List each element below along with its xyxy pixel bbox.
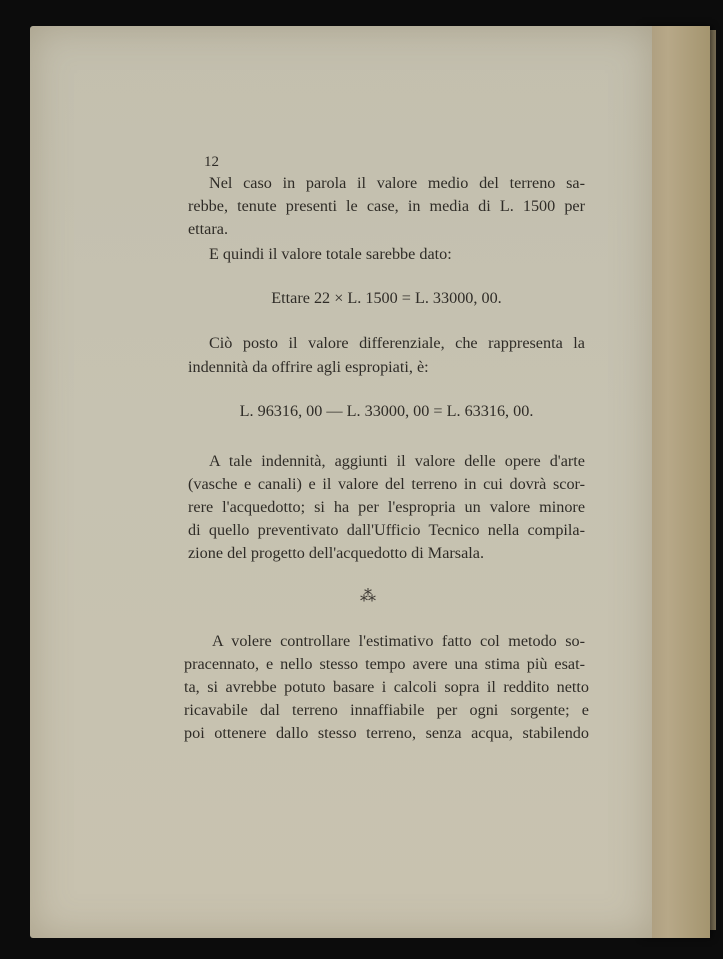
paragraph-5-line-2 <box>184 653 585 676</box>
text-line: Nel caso in parola il valore medio del terreno sa- <box>209 174 585 192</box>
text-line: poi ottenere dallo stesso terreno, senza acqua, stabilendo <box>184 724 589 742</box>
paragraph-2: E quindi il valore totale sarebbe dato: <box>209 245 452 263</box>
text-line: rere l'acquedotto; si ha per l'espropria un valore minore <box>188 498 585 516</box>
paragraph-5 <box>212 630 585 653</box>
text-line: Ciò posto il valore differenziale, che rappresenta la <box>209 334 585 352</box>
text-line: (vasche e canali) e il valore del terreno in cui dovrà scor- <box>188 475 585 493</box>
paragraph-4-line-4 <box>188 519 585 542</box>
paragraph-3 <box>209 332 585 355</box>
paragraph-5-line-3 <box>184 676 589 699</box>
paragraph-5-line-5 <box>184 722 589 745</box>
text-line: pracennato, e nello stesso tempo avere una stima più esat- <box>184 655 585 673</box>
paragraph-4 <box>209 450 585 473</box>
asterism-ornament: ⁂ <box>360 588 377 605</box>
text-line: zione del progetto dell'acquedotto di Marsala. <box>188 544 484 562</box>
text-line: ricavabile dal terreno innaffiabile per ogni sorgente; e <box>184 701 589 719</box>
text-line: ettara. <box>188 220 228 238</box>
paragraph-4-line-3 <box>188 496 585 519</box>
text-line: ta, si avrebbe potuto basare i calcoli sopra il reddito netto <box>184 678 589 696</box>
formula-2: L. 96316, 00 — L. 33000, 00 = L. 63316, 00. <box>239 402 534 420</box>
paragraph-1 <box>209 172 585 195</box>
text-line: rebbe, tenute presenti le case, in media di L. 1500 per <box>188 197 585 215</box>
text-line: indennità da offrire agli espropiati, è: <box>188 358 429 376</box>
text-line: di quello preventivato dall'Ufficio Tecnico nella compila- <box>188 521 585 539</box>
paragraph-4-line-2 <box>188 473 585 496</box>
page-number: 12 <box>204 154 219 170</box>
paragraph-5-line-4 <box>184 699 589 722</box>
formula-1: Ettare 22 × L. 1500 = L. 33000, 00. <box>271 289 502 307</box>
paragraph-1-line-2 <box>188 195 585 218</box>
text-line: A tale indennità, aggiunti il valore delle opere d'arte <box>209 452 585 470</box>
text-line: A volere controllare l'estimativo fatto col metodo so- <box>212 632 585 650</box>
